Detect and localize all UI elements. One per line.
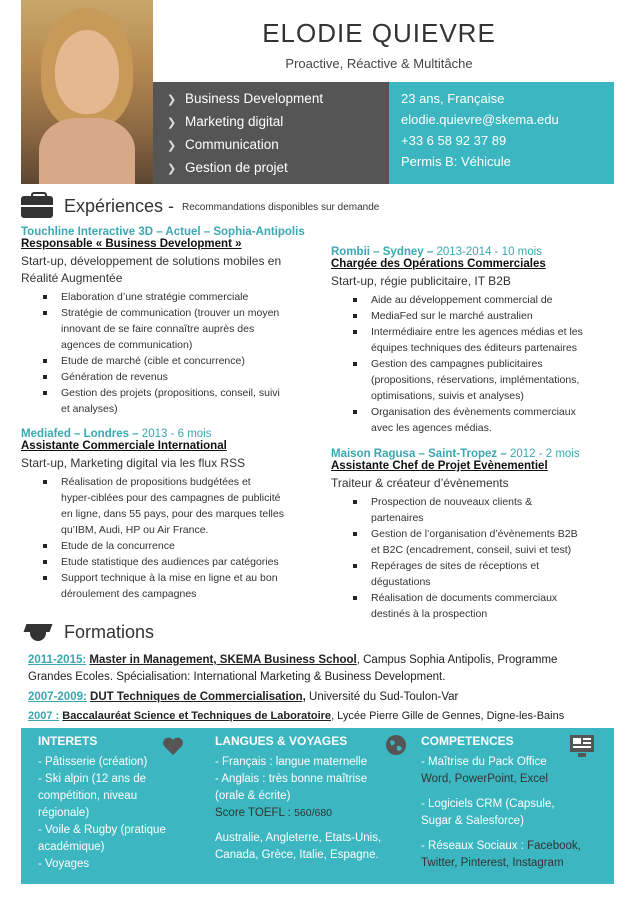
interets-title: INTERETS <box>38 734 98 748</box>
job-description: Start-up, régie publicitaire, IT B2B <box>331 274 511 288</box>
list-item: Etude statistique des audiences par catégories <box>21 554 321 570</box>
heart-icon <box>162 736 184 756</box>
candidate-name: ELODIE QUIEVRE <box>262 18 496 48</box>
list-item: hyper-ciblées pour des campagnes de publicité <box>61 492 281 504</box>
job-company: Touchline Interactive 3D – Actuel – Sophia-Antipolis <box>21 226 305 238</box>
list-item: et B2C (encadrement, conseil, suivi et test) <box>371 544 572 556</box>
list-item: équipes techniques des éditeurs partenaires <box>371 342 578 354</box>
list-item: et analyses) <box>61 403 118 415</box>
phone[interactable]: +33 6 58 92 37 89 <box>401 133 507 148</box>
driving-licence: Permis B: Véhicule <box>401 154 511 169</box>
list-item: Gestion des campagnes publicitaires <box>331 356 614 372</box>
experience-touchline <box>21 226 321 417</box>
list-item: Stratégie de communication (trouver un moyen <box>21 305 321 321</box>
langues-title: LANGUES & VOYAGES <box>215 734 348 748</box>
job-description: Start-up, développement de solutions mobiles en <box>21 254 282 268</box>
list-item: Etude de la concurrence <box>21 538 321 554</box>
job-description: Start-up, Marketing digital via les flux RSS <box>21 456 246 470</box>
list-item: Etude de marché (cible et concurrence) <box>21 353 321 369</box>
chevron-right-icon: ❯ <box>167 163 177 175</box>
list-item: partenaires <box>371 512 424 524</box>
skill-item: ❯ Business Development <box>167 88 389 111</box>
job-company: Mediafed – Londres – 2013 - 6 mois <box>21 428 212 440</box>
list-item: Repérages de sites de réceptions et <box>331 558 614 574</box>
key-skills-box <box>153 82 389 184</box>
briefcase-icon <box>21 196 53 218</box>
formations-title: Formations <box>64 622 155 642</box>
list-item: Aide au développement commercial de <box>331 292 614 308</box>
list-item: en ligne, dans 55 pays, pour des marques telles <box>61 508 284 520</box>
langues-list: - Français : langue maternelle - Anglais : très bonne maîtrise (orale & écrite) Score TOEFL : 560/680 Australie, Angleterre, Etats-Unis, Canada, Grèce, Italie, Espagne. <box>215 756 382 861</box>
list-item: Réalisation de documents commerciaux <box>331 590 614 606</box>
skill-item: ❯ Gestion de projet <box>167 157 389 180</box>
list-item: avec les agences médias. <box>371 422 492 434</box>
job-company: Maison Ragusa – Saint-Tropez – 2012 - 2 mois <box>331 448 580 460</box>
formation-bac: 2007 : Baccalauréat Science et Techniques de Laboratoire, Lycée Pierre Gille de Gennes, Digne-les-Bains <box>28 710 565 722</box>
age-nationality: 23 ans, Française <box>401 91 505 106</box>
chevron-right-icon: ❯ <box>167 94 177 106</box>
list-item: Gestion des projets (propositions, conseil, suivi <box>21 385 321 401</box>
job-description: Traiteur & créateur d’évènements <box>331 476 509 490</box>
list-item: optimisations, suivis et analyses) <box>371 390 524 402</box>
list-item: Organisation des évènements commerciaux <box>331 404 614 420</box>
list-item: MediaFed sur le marché australien <box>331 308 614 324</box>
list-item: Génération de revenus <box>21 369 321 385</box>
skill-item: ❯ Communication <box>167 134 389 157</box>
job-title: Assistante Commerciale International <box>21 440 227 452</box>
interests-languages-skills-box <box>21 728 614 884</box>
job-title: Assistante Chef de Projet Evènementiel <box>331 460 548 472</box>
tagline: Proactive, Réactive & Multitâche <box>285 56 473 71</box>
globe-icon <box>385 734 407 756</box>
list-item: Réalisation de propositions budgétées et <box>21 474 321 490</box>
formation-dut: 2007-2009: DUT Techniques de Commercialisation, Université du Sud-Toulon-Var <box>28 691 459 703</box>
skill-item: ❯ Marketing digital <box>167 111 389 134</box>
profile-photo <box>21 0 153 184</box>
list-item: agences de communication) <box>61 339 193 351</box>
formation-skema-details: Grandes Ecoles. Spécialisation: International Marketing & Business Development. <box>28 671 446 683</box>
experience-mediafed <box>21 428 321 602</box>
list-item: Support technique à la mise en ligne et au bon <box>21 570 321 586</box>
list-item: Gestion de l’organisation d’évènements B2B <box>331 526 614 542</box>
competences-list: - Maîtrise du Pack Office Word, PowerPoint, Excel - Logiciels CRM (Capsule, Sugar & Salesforce) - Réseaux Sociaux : Facebook, Twitter, Pinterest, Instagram <box>421 756 581 869</box>
experience-rombii <box>331 246 614 436</box>
interets-list: - Pâtisserie (création) - Ski alpin (12 ans de compétition, niveau régionale) - Voile & Rugby (pratique académique) - Voyages <box>38 756 166 870</box>
list-item: innovant de se faire connaître auprès des <box>61 323 255 335</box>
chevron-right-icon: ❯ <box>167 117 177 129</box>
list-item: Prospection de nouveaux clients & <box>331 494 614 510</box>
job-description: Réalité Augmentée <box>21 271 123 285</box>
experience-maison-ragusa <box>331 448 614 622</box>
graduation-cap-icon <box>21 622 55 644</box>
list-item: déroulement des campagnes <box>61 588 197 600</box>
formation-skema: 2011-2015: Master in Management, SKEMA Business School, Campus Sophia Antipolis, Programme <box>28 654 558 666</box>
email[interactable]: elodie.quievre@skema.edu <box>401 112 559 127</box>
job-title: Chargée des Opérations Commerciales <box>331 258 546 270</box>
competences-title: COMPETENCES <box>421 734 514 748</box>
list-item: (propositions, réservations, implémentations, <box>371 374 580 386</box>
list-item: Elaboration d’une stratégie commerciale <box>21 289 321 305</box>
job-title: Responsable « Business Development » <box>21 238 242 250</box>
list-item: destinés à la prospection <box>371 608 488 620</box>
chevron-right-icon: ❯ <box>167 140 177 152</box>
list-item: dégustations <box>371 576 431 588</box>
list-item: qu’IBM, Audi, HP ou Air France. <box>61 524 209 536</box>
list-item: Intermédiaire entre les agences médias et les <box>331 324 614 340</box>
recommendations-note: Recommandations disponibles sur demande <box>182 202 380 213</box>
job-company: Rombii – Sydney – 2013-2014 - 10 mois <box>331 246 542 258</box>
personal-info-box <box>389 82 614 184</box>
experiences-title: Expériences - <box>64 196 175 216</box>
